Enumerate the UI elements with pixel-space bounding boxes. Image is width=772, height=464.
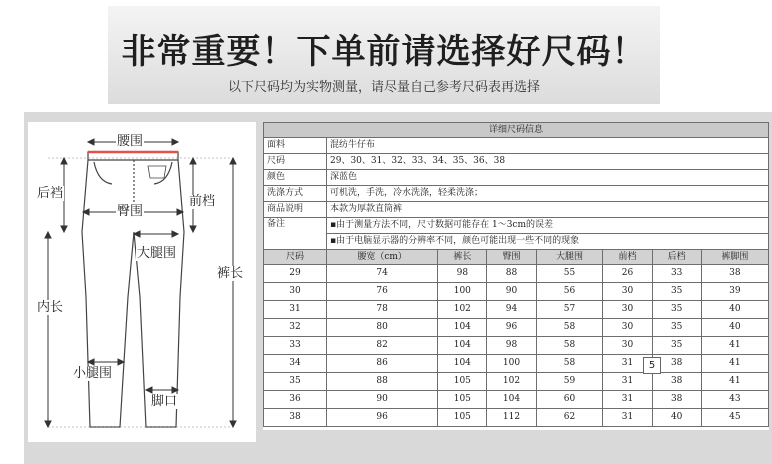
label-front-rise: 前档 (189, 194, 216, 209)
table-cell: 26 (603, 265, 652, 283)
table-cell: 38 (701, 265, 768, 283)
table-cell: 35 (652, 319, 701, 337)
table-cell: 57 (536, 301, 603, 319)
info-value: 本款为厚款直筒裤 (327, 202, 769, 218)
table-cell: 88 (327, 373, 438, 391)
table-row (264, 265, 769, 283)
banner-subline: 以下尺码均为实物测量，请尽量自己参考尺码表再选择 (227, 80, 540, 95)
table-cell: 78 (327, 301, 438, 319)
table-cell: 58 (536, 319, 603, 337)
info-row (264, 202, 769, 218)
label-waist: 腰围 (117, 134, 144, 149)
table-cell: 32 (264, 319, 327, 337)
table-cell: 90 (327, 391, 438, 409)
column-header: 大腿围 (536, 250, 603, 265)
table-cell: 56 (536, 283, 603, 301)
table-cell: 29 (264, 265, 327, 283)
table-cell: 33 (652, 265, 701, 283)
table-cell: 96 (327, 409, 438, 427)
table-row (264, 373, 769, 391)
note-text: ▪由于测量方法不同，尺寸数据可能存在 1～3cm的误差 (327, 218, 769, 234)
table-cell: 104 (438, 319, 487, 337)
table-cell: 58 (536, 337, 603, 355)
table-cell: 41 (701, 355, 768, 373)
info-value: 29、30、31、32、33、34、35、36、38 (327, 154, 769, 170)
table-cell: 43 (701, 391, 768, 409)
table-cell: 30 (603, 337, 652, 355)
table-cell: 31 (603, 409, 652, 427)
info-key: 尺码 (264, 154, 327, 170)
table-cell: 35 (652, 283, 701, 301)
table-cell: 55 (536, 265, 603, 283)
info-key: 洗涤方式 (264, 186, 327, 202)
table-cell: 105 (438, 391, 487, 409)
info-row (264, 154, 769, 170)
size-header-row (264, 250, 769, 265)
table-cell: 36 (264, 391, 327, 409)
table-cell: 39 (701, 283, 768, 301)
table-cell: 30 (264, 283, 327, 301)
table-cell: 35 (264, 373, 327, 391)
table-row (264, 319, 769, 337)
table-cell: 112 (487, 409, 536, 427)
table-cell: 76 (327, 283, 438, 301)
table-cell: 98 (438, 265, 487, 283)
label-thigh: 大腿围 (137, 246, 177, 261)
table-row (264, 355, 769, 373)
table-cell: 41 (701, 337, 768, 355)
table-row (264, 337, 769, 355)
table-cell: 40 (701, 319, 768, 337)
table-cell: 96 (487, 319, 536, 337)
table-row (264, 283, 769, 301)
info-row (264, 186, 769, 202)
table-cell: 30 (603, 283, 652, 301)
column-header: 裤脚围 (701, 250, 768, 265)
table-cell: 104 (438, 355, 487, 373)
label-hip: 臀围 (117, 204, 144, 219)
table-cell: 31 (603, 373, 652, 391)
table-cell: 86 (327, 355, 438, 373)
table-cell: 59 (536, 373, 603, 391)
notes-key: 备注 (264, 218, 327, 250)
table-cell: 98 (487, 337, 536, 355)
table-cell: 102 (487, 373, 536, 391)
table-cell: 31 (264, 301, 327, 319)
table-cell: 90 (487, 283, 536, 301)
table-title-row (264, 123, 769, 138)
table-cell: 31 (603, 391, 652, 409)
table-cell: 60 (536, 391, 603, 409)
pants-drawing (28, 122, 256, 442)
table-cell: 35 (652, 337, 701, 355)
table-cell: 105 (438, 409, 487, 427)
notes-row (264, 234, 769, 250)
table-cell: 41 (701, 373, 768, 391)
table-cell: 33 (264, 337, 327, 355)
column-header: 尺码 (264, 250, 327, 265)
table-cell: 62 (536, 409, 603, 427)
table-cell: 104 (438, 337, 487, 355)
info-key: 商品说明 (264, 202, 327, 218)
info-row (264, 138, 769, 154)
table-title: 详细尺码信息 (264, 123, 769, 138)
table-cell: 100 (438, 283, 487, 301)
notes-row (264, 218, 769, 234)
table-cell: 35 (652, 301, 701, 319)
banner-headline: 非常重要！下单前请选择好尺码！ (121, 32, 647, 72)
label-length: 裤长 (217, 266, 244, 281)
info-row (264, 170, 769, 186)
table-cell: 58 (536, 355, 603, 373)
page-badge: 5 (643, 357, 661, 374)
label-leg-opening: 脚口 (151, 394, 178, 409)
table-row (264, 301, 769, 319)
table-cell: 105 (438, 373, 487, 391)
note-text: ▪由于电脑显示器的分辨率不同，颜色可能出现一些不同的现象 (327, 234, 769, 250)
info-key: 颜色 (264, 170, 327, 186)
table-cell: 82 (327, 337, 438, 355)
column-header: 后档 (652, 250, 701, 265)
table-row (264, 409, 769, 427)
column-header: 腰宽（cm） (327, 250, 438, 265)
table-cell: 88 (487, 265, 536, 283)
table-cell: 102 (438, 301, 487, 319)
table-cell: 100 (487, 355, 536, 373)
label-back-rise: 后裆 (37, 186, 64, 201)
column-header: 臀围 (487, 250, 536, 265)
table-cell: 30 (603, 301, 652, 319)
table-cell: 40 (701, 301, 768, 319)
info-value: 深蓝色 (327, 170, 769, 186)
table-cell: 40 (652, 409, 701, 427)
table-cell: 38 (652, 373, 701, 391)
table-row (264, 391, 769, 409)
column-header: 裤长 (438, 250, 487, 265)
table-cell: 38 (652, 355, 701, 373)
table-cell: 31 (603, 355, 652, 373)
table-cell: 104 (487, 391, 536, 409)
label-inseam: 内长 (37, 300, 64, 315)
table-cell: 45 (701, 409, 768, 427)
table-cell: 80 (327, 319, 438, 337)
info-key: 面料 (264, 138, 327, 154)
warning-banner (108, 6, 660, 104)
pants-diagram (28, 122, 256, 442)
table-cell: 74 (327, 265, 438, 283)
size-table (263, 122, 769, 430)
column-header: 前档 (603, 250, 652, 265)
info-value: 混纺牛仔布 (327, 138, 769, 154)
table-cell: 38 (264, 409, 327, 427)
table-cell: 38 (652, 391, 701, 409)
table-cell: 34 (264, 355, 327, 373)
info-value: 可机洗，手洗，冷水洗涤，轻柔洗涤； (327, 186, 769, 202)
table-cell: 94 (487, 301, 536, 319)
label-calf: 小腿围 (73, 366, 113, 381)
table-cell: 30 (603, 319, 652, 337)
